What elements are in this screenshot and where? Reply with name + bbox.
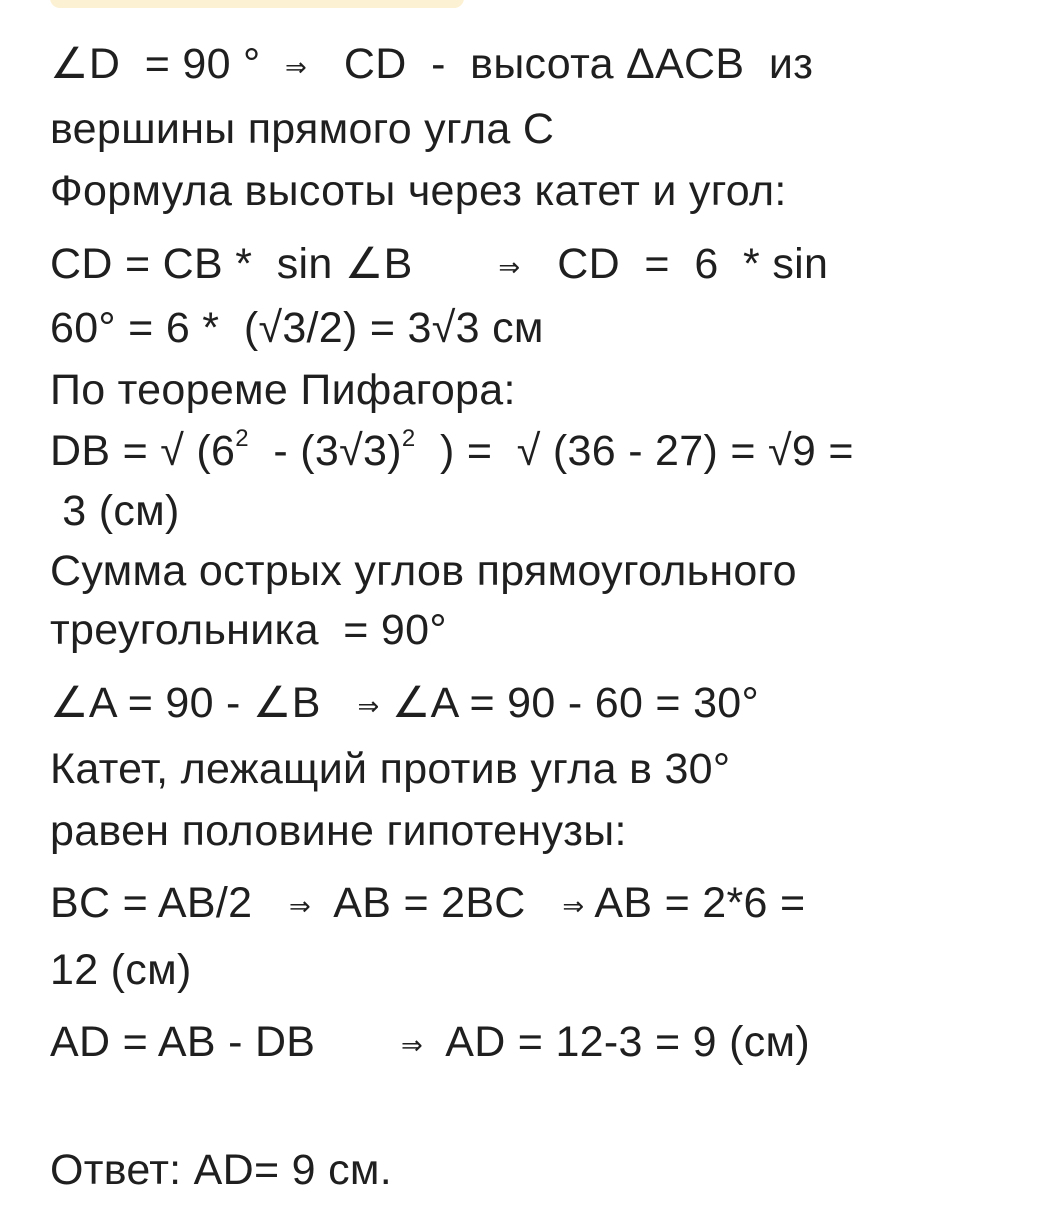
implies-arrow-icon: ⇒ (289, 891, 312, 921)
solution-line-8: 3 (см) (50, 487, 180, 535)
line-11-part-b: ∠A = 90 - 60 = 30° (379, 679, 759, 727)
superscript-2: 2 (235, 424, 249, 452)
solution-line-6: По теореме Пифагора: (50, 366, 516, 414)
solution-line-9: Сумма острых углов прямоугольного (50, 547, 797, 595)
line-11-part-a: ∠A = 90 - ∠B (50, 679, 358, 727)
line-7-part-b: - (3√3) (248, 427, 402, 475)
solution-line-11 (50, 677, 759, 734)
solution-line-14 (50, 877, 805, 934)
answer-line: Ответ: AD= 9 см. (50, 1146, 393, 1194)
solution-line-15: 12 (см) (50, 946, 192, 994)
line-16-part-a: AD = AB - DB (50, 1018, 402, 1066)
implies-arrow-icon: ⇒ (357, 691, 380, 721)
implies-arrow-icon: ⇒ (498, 252, 521, 282)
line-7-part-a: DB = √ (6 (50, 427, 236, 475)
implies-arrow-icon: ⇒ (562, 891, 585, 921)
line-7-part-c: ) = √ (36 - 27) = √9 = (415, 427, 854, 475)
line-1-part-a: ∠D = 90 ° (50, 40, 286, 88)
line-14-part-a: BC = AB/2 (50, 879, 290, 927)
implies-arrow-icon: ⇒ (401, 1030, 424, 1060)
solution-line-2: вершины прямого угла C (50, 105, 555, 153)
solution-line-5: 60° = 6 * (√3/2) = 3√3 см (50, 304, 544, 352)
solution-line-13: равен половине гипотенузы: (50, 807, 627, 855)
solution-line-1 (50, 38, 813, 95)
solution-line-3: Формула высоты через катет и угол: (50, 167, 787, 215)
top-tab-decoration (50, 0, 464, 8)
line-16-part-b: AD = 12-3 = 9 (см) (423, 1018, 810, 1066)
line-1-part-b: CD - высота ΔACB из (307, 40, 814, 88)
line-4-part-b: CD = 6 * sin (520, 240, 829, 288)
superscript-2: 2 (401, 424, 416, 452)
line-14-part-c: AB = 2*6 = (584, 879, 806, 927)
solution-line-12: Катет, лежащий против угла в 30° (50, 745, 731, 793)
solution-line-16 (50, 1016, 810, 1073)
implies-arrow-icon: ⇒ (285, 52, 308, 82)
solution-line-10: треугольника = 90° (50, 606, 447, 654)
line-4-part-a: CD = CB * sin ∠B (50, 240, 499, 288)
line-14-part-b: AB = 2BC (311, 879, 563, 927)
solution-line-4 (50, 238, 828, 295)
solution-line-7 (50, 425, 854, 477)
